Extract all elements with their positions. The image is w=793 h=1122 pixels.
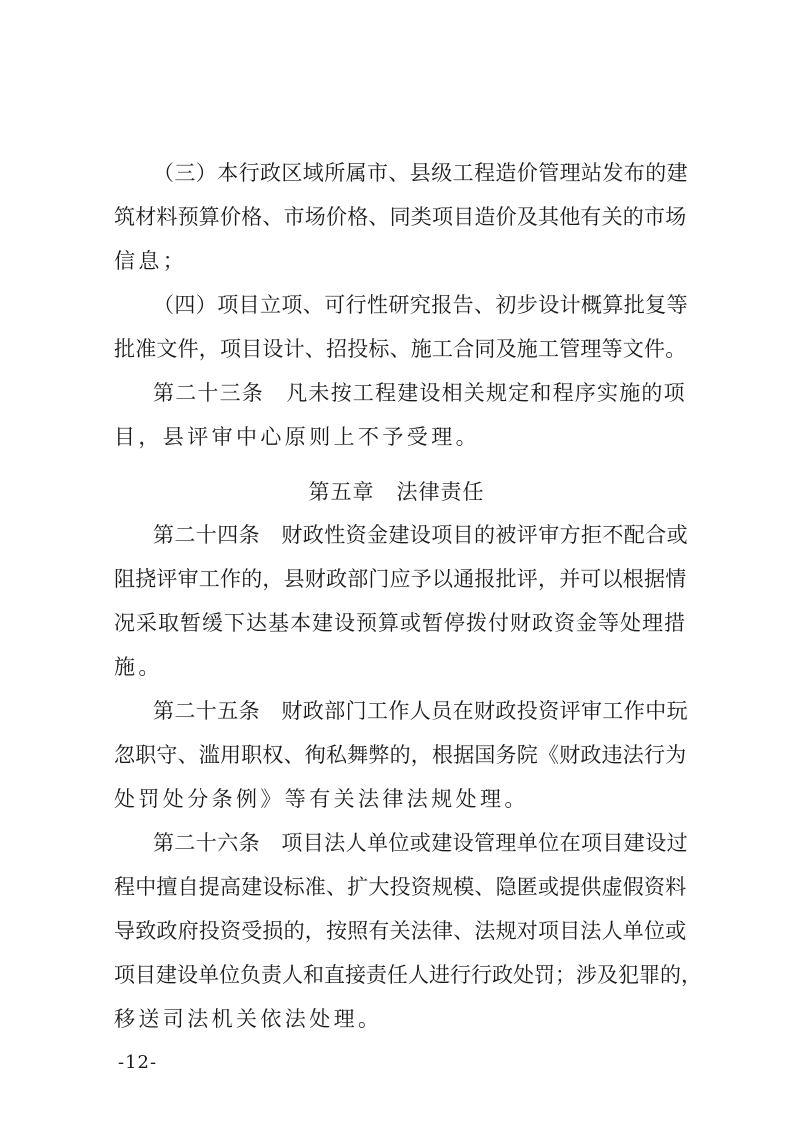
article-26-line-2: 程中擅自提高建设标准、扩大投资规模、隐匿或提供虚假资料 <box>114 875 687 899</box>
page-number: -12- <box>118 1052 158 1073</box>
article-24-line-3: 况采取暂缓下达基本建设预算或暂停拨付财政资金等处理措 <box>114 611 686 635</box>
paragraph-item-3-line-2: 筑材料预算价格、市场价格、同类项目造价及其他有关的市场 <box>114 205 687 229</box>
paragraph-item-3-line-1: （三）本行政区域所属市、县级工程造价管理站发布的建 <box>153 161 688 185</box>
paragraph-item-4-line-1: （四）项目立项、可行性研究报告、初步设计概算批复等 <box>153 293 688 317</box>
article-26-line-5: 移送司法机关依法处理。 <box>114 1007 383 1031</box>
article-24-line-4: 施。 <box>114 655 163 679</box>
article-23-line-2: 目，县评审中心原则上不予受理。 <box>114 425 480 449</box>
article-26-line-1: 第二十六条 项目法人单位或建设管理单位在项目建设过 <box>153 831 688 855</box>
article-23-line-1: 第二十三条 凡未按工程建设相关规定和程序实施的项 <box>153 381 686 405</box>
article-24-line-1: 第二十四条 财政性资金建设项目的被评审方拒不配合或 <box>153 523 688 547</box>
article-25-line-2: 忽职守、滥用职权、徇私舞弊的，根据国务院《财政违法行为 <box>114 743 687 767</box>
paragraph-item-4-line-2: 批准文件，项目设计、招投标、施工合同及施工管理等文件。 <box>114 337 687 361</box>
chapter-5-heading: 第五章 法律责任 <box>308 480 485 504</box>
article-24-line-2: 阻挠评审工作的，县财政部门应予以通报批评，并可以根据情 <box>114 567 687 591</box>
article-26-line-4: 项目建设单位负责人和直接责任人进行行政处罚；涉及犯罪的， <box>114 963 702 987</box>
article-25-line-1: 第二十五条 财政部门工作人员在财政投资评审工作中玩 <box>153 699 688 723</box>
article-25-line-3: 处罚处分条例》等有关法律法规处理。 <box>114 787 529 811</box>
article-26-line-3: 导致政府投资受损的，按照有关法律、法规对项目法人单位或 <box>114 919 687 943</box>
paragraph-item-3-line-3: 信息； <box>114 249 188 273</box>
